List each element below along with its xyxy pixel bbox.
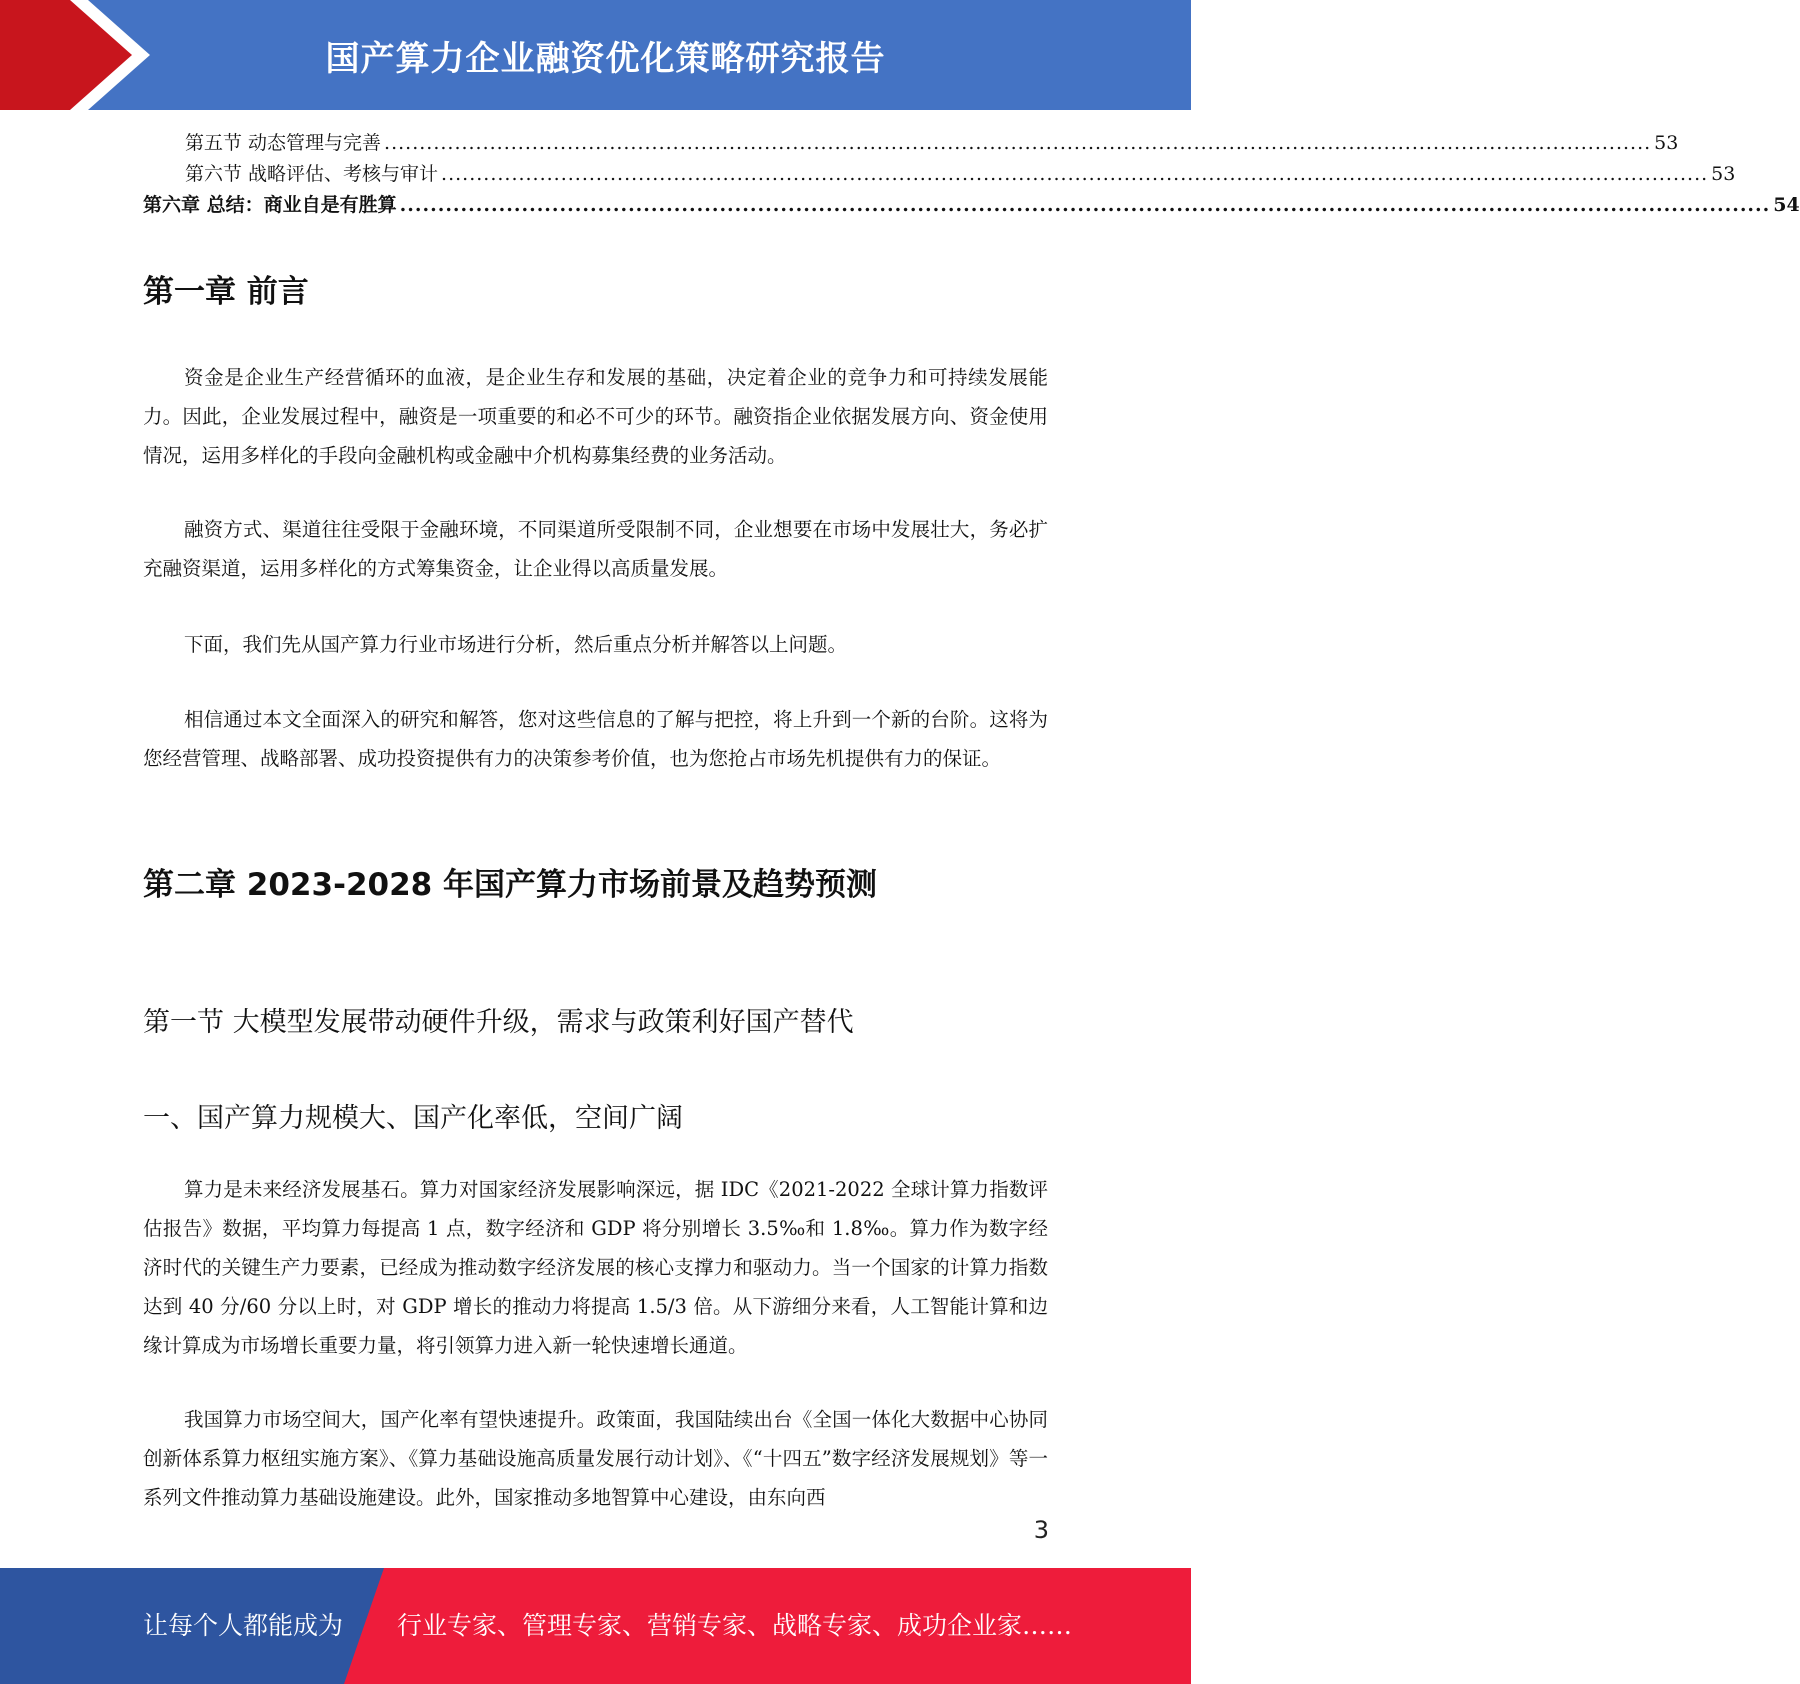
footer-slogan-left: 让每个人都能成为 xyxy=(143,1611,344,1640)
chapter-heading: 第一章 前言 xyxy=(143,274,309,310)
toc-entry-label: 第五节 动态管理与完善 xyxy=(185,132,382,154)
toc-entry-label: 第六章 总结：商业自是有胜算 xyxy=(143,194,397,216)
toc-entry-label: 第六节 战略评估、考核与审计 xyxy=(185,163,439,185)
body-paragraph: 资金是企业生产经营循环的血液，是企业生存和发展的基础，决定着企业的竞争力和可持续发展能力。因此，企业发展过程中，融资是一项重要的和必不可少的环节。融资指企业依据发展方向、资金使用情况，运用多样化的手段向金融机构或金融中介机构募集经费的业务活动。 xyxy=(143,366,1048,467)
report-header xyxy=(0,0,1191,110)
subsection-heading: 一、国产算力规模大、国产化率低，空间广阔 xyxy=(143,1103,683,1134)
toc-entry[interactable] xyxy=(143,190,1800,221)
toc-leader-dots: .................................................................................................................................................................................... xyxy=(399,194,1771,216)
body-paragraph: 相信通过本文全面深入的研究和解答，您对这些信息的了解与把控，将上升到一个新的台阶。这将为您经营管理、战略部署、成功投资提供有力的决策参考价值，也为您抢占市场先机提供有力的保证。 xyxy=(143,708,1048,770)
toc-entry-page: 53 xyxy=(1711,163,1736,185)
body-paragraph: 算力是未来经济发展基石。算力对国家经济发展影响深远，据 IDC《2021-2022 全球计算力指数评估报告》数据，平均算力每提高 1 点，数字经济和 GDP 将分别增长 3.5‰和 1.8‰。算力作为数字经济时代的关键生产力要素，已经成为推动数字经济发展的核心支撑力和驱动力。当一个国家的计算力指数达到 40 分/60 分以上时，对 GDP 增长的推动力将提高 1.5/3 倍。从下游细分来看，人工智能计算和边缘计算成为市场增长重要力量，将引领算力进入新一轮快速增长通道。 xyxy=(143,1178,1048,1357)
toc-leader-dots: .................................................................................................................................................................................... xyxy=(441,163,1709,185)
toc-entry[interactable] xyxy=(143,128,1679,159)
toc-entry-page: 53 xyxy=(1654,132,1679,154)
chapter-heading: 第二章 2023-2028 年国产算力市场前景及趋势预测 xyxy=(143,867,878,903)
footer-slogan-right: 行业专家、管理专家、营销专家、战略专家、成功企业家…… xyxy=(397,1611,1073,1640)
section-heading: 第一节 大模型发展带动硬件升级，需求与政策利好国产替代 xyxy=(143,1007,854,1038)
body-paragraph: 融资方式、渠道往往受限于金融环境，不同渠道所受限制不同，企业想要在市场中发展壮大，务必扩充融资渠道，运用多样化的方式筹集资金，让企业得以高质量发展。 xyxy=(143,518,1048,580)
body-paragraph: 我国算力市场空间大，国产化率有望快速提升。政策面，我国陆续出台《全国一体化大数据中心协同创新体系算力枢纽实施方案》、《算力基础设施高质量发展行动计划》、《“十四五”数字经济发展规划》等一系列文件推动算力基础设施建设。此外，国家推动多地智算中心建设，由东向西 xyxy=(143,1408,1048,1509)
report-footer xyxy=(0,1568,1191,1684)
toc-entry-page: 54 xyxy=(1773,194,1800,216)
report-title: 国产算力企业融资优化策略研究报告 xyxy=(325,38,886,79)
body-paragraph: 下面，我们先从国产算力行业市场进行分析，然后重点分析并解答以上问题。 xyxy=(184,633,848,656)
table-of-contents xyxy=(143,128,1800,221)
page-number: 3 xyxy=(1033,1516,1049,1544)
toc-entry[interactable] xyxy=(143,159,1736,190)
toc-leader-dots: .................................................................................................................................................................................... xyxy=(384,132,1652,154)
